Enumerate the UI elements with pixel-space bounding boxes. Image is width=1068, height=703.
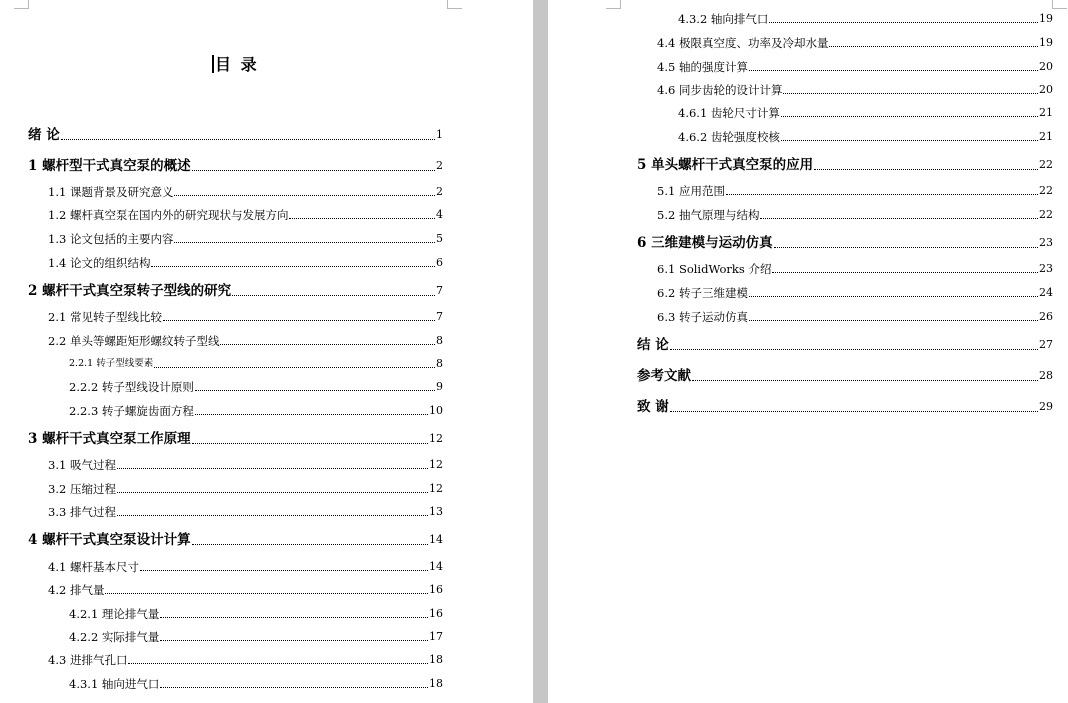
toc-entry-text: 4.3.1 轴向进气口: [69, 677, 160, 691]
toc-dot-leader: [774, 247, 1038, 248]
toc-dot-leader: [163, 320, 435, 321]
toc-dot-leader: [726, 194, 1038, 195]
toc-entry-text: 参考文献: [637, 368, 691, 384]
toc-page-number: 23: [1039, 262, 1053, 275]
toc-entry-text: 2.2.2 转子型线设计原则: [69, 380, 194, 394]
toc-page-number: 7: [436, 310, 443, 323]
toc-entry[interactable]: [48, 334, 443, 348]
toc-page-number: 12: [429, 458, 443, 471]
toc-entry[interactable]: [657, 310, 1053, 324]
toc-page-number: 2: [436, 185, 443, 198]
toc-dot-leader: [760, 218, 1038, 219]
toc-page-number: 12: [429, 432, 443, 445]
toc-entry[interactable]: [48, 458, 443, 472]
toc-entry[interactable]: [28, 431, 443, 447]
toc-page-number: 26: [1039, 310, 1053, 323]
toc-dot-leader: [232, 295, 435, 296]
toc-entry-text: 4.5 轴的强度计算: [657, 60, 748, 74]
toc-entry-text: 4.3 进排气孔口: [48, 653, 128, 667]
toc-page-number: 24: [1039, 286, 1053, 299]
toc-page-number: 22: [1039, 184, 1053, 197]
toc-entry[interactable]: [657, 36, 1053, 50]
toc-page-number: 19: [1039, 36, 1053, 49]
toc-page-number: 6: [436, 256, 443, 269]
toc-entry[interactable]: [69, 677, 443, 691]
toc-entry-text: 结 论: [637, 337, 669, 353]
toc-entry[interactable]: [637, 368, 1053, 384]
toc-entry-text: 5 单头螺杆干式真空泵的应用: [637, 157, 814, 173]
page-corner-mark: [14, 0, 29, 9]
toc-dot-leader: [781, 140, 1038, 141]
toc-dot-leader: [192, 170, 435, 171]
toc-entry[interactable]: [28, 127, 443, 143]
toc-heading-text: 目 录: [215, 55, 259, 74]
page-corner-mark: [606, 0, 621, 9]
toc-entry-text: 1.3 论文包括的主要内容: [48, 232, 174, 246]
toc-entry-text: 4.3.2 轴向排气口: [678, 12, 769, 26]
toc-entry-text: 4.6 同步齿轮的设计计算: [657, 83, 783, 97]
toc-entry-text: 1.1 课题背景及研究意义: [48, 185, 174, 199]
toc-dot-leader: [160, 640, 428, 641]
toc-entry[interactable]: [637, 399, 1053, 415]
toc-entry[interactable]: [48, 653, 443, 667]
toc-entry[interactable]: [28, 283, 443, 299]
toc-entry-text: 6.1 SolidWorks 介绍: [657, 262, 772, 276]
toc-entry-text: 5.2 抽气原理与结构: [657, 208, 760, 222]
toc-page-number: 21: [1039, 130, 1053, 143]
toc-entry[interactable]: [48, 208, 443, 222]
toc-entry[interactable]: [657, 60, 1053, 74]
toc-entry[interactable]: [69, 357, 443, 371]
toc-entry-text: 4.4 极限真空度、功率及冷却水量: [657, 36, 829, 50]
toc-entry-text: 4.6.2 齿轮强度校核: [678, 130, 780, 144]
toc-entry[interactable]: [48, 232, 443, 246]
toc-dot-leader: [117, 515, 428, 516]
toc-dot-leader: [140, 570, 428, 571]
toc-page-number: 18: [429, 653, 443, 666]
toc-entry-text: 1.4 论文的组织结构: [48, 256, 151, 270]
toc-dot-leader: [220, 344, 435, 345]
toc-entry-text: 绪 论: [28, 127, 60, 143]
toc-dot-leader: [670, 349, 1038, 350]
toc-entry[interactable]: [28, 158, 443, 174]
toc-page-number: 12: [429, 482, 443, 495]
toc-dot-leader: [192, 443, 428, 444]
toc-entry[interactable]: [678, 130, 1053, 144]
toc-entry[interactable]: [48, 482, 443, 496]
toc-dot-leader: [192, 544, 428, 545]
toc-entry[interactable]: [69, 630, 443, 644]
toc-dot-leader: [61, 139, 435, 140]
toc-page-number: 28: [1039, 369, 1053, 382]
toc-entry-text: 4.2.2 实际排气量: [69, 630, 160, 644]
toc-entry[interactable]: [48, 185, 443, 199]
toc-entry[interactable]: [48, 560, 443, 574]
toc-page-number: 17: [429, 630, 443, 643]
toc-entry-text: 4.6.1 齿轮尺寸计算: [678, 106, 780, 120]
toc-dot-leader: [154, 367, 435, 368]
toc-entry-text: 致 谢: [637, 399, 669, 415]
toc-page-number: 20: [1039, 83, 1053, 96]
toc-dot-leader: [749, 296, 1038, 297]
toc-dot-leader: [289, 218, 435, 219]
toc-entry-text: 4.2.1 理论排气量: [69, 607, 160, 621]
toc-page-number: 18: [429, 677, 443, 690]
toc-entry-text: 4 螺杆干式真空泵设计计算: [28, 532, 191, 548]
toc-entry-text: 1 螺杆型干式真空泵的概述: [28, 158, 191, 174]
toc-page-number: 14: [429, 533, 443, 546]
toc-page-number: 14: [429, 560, 443, 573]
toc-entry[interactable]: [48, 505, 443, 519]
toc-entry-text: 6 三维建模与运动仿真: [637, 235, 773, 251]
toc-entry[interactable]: [69, 380, 443, 394]
toc-page-number: 21: [1039, 106, 1053, 119]
toc-dot-leader: [174, 242, 435, 243]
toc-dot-leader: [749, 320, 1038, 321]
toc-dot-leader: [783, 93, 1038, 94]
toc-dot-leader: [749, 70, 1038, 71]
toc-entry[interactable]: [657, 184, 1053, 198]
toc-dot-leader: [692, 380, 1038, 381]
toc-dot-leader: [105, 593, 428, 594]
toc-entry[interactable]: [678, 106, 1053, 120]
toc-page-number: 7: [436, 284, 443, 297]
toc-entry[interactable]: [657, 208, 1053, 222]
toc-page-number: 20: [1039, 60, 1053, 73]
toc-page-number: 9: [436, 380, 443, 393]
toc-dot-leader: [772, 272, 1038, 273]
toc-dot-leader: [160, 617, 428, 618]
toc-entry-text: 2 螺杆干式真空泵转子型线的研究: [28, 283, 232, 299]
toc-entry[interactable]: [69, 404, 443, 418]
toc-dot-leader: [781, 116, 1038, 117]
toc-page-number: 16: [429, 607, 443, 620]
page-corner-mark: [447, 0, 462, 9]
toc-dot-leader: [151, 266, 435, 267]
toc-page-number: 27: [1039, 338, 1053, 351]
page-gutter: [533, 0, 548, 703]
toc-entry-text: 3.1 吸气过程: [48, 458, 116, 472]
toc-page-number: 5: [436, 232, 443, 245]
toc-page-number: 29: [1039, 400, 1053, 413]
toc-entry[interactable]: [657, 286, 1053, 300]
toc-page-number: 1: [436, 128, 443, 141]
document-page-right: [548, 0, 1068, 703]
toc-entry[interactable]: [637, 337, 1053, 353]
toc-entry[interactable]: [28, 532, 443, 548]
toc-entry-text: 3 螺杆干式真空泵工作原理: [28, 431, 191, 447]
toc-heading: [212, 52, 259, 75]
toc-entry-text: 6.2 转子三维建模: [657, 286, 748, 300]
toc-entry-text: 4.2 排气量: [48, 583, 105, 597]
toc-page-number: 13: [429, 505, 443, 518]
toc-entry[interactable]: [657, 83, 1053, 97]
toc-entry-text: 1.2 螺杆真空泵在国内外的研究现状与发展方向: [48, 208, 289, 222]
toc-dot-leader: [128, 663, 428, 664]
toc-page-number: 16: [429, 583, 443, 596]
toc-entry-text: 6.3 转子运动仿真: [657, 310, 748, 324]
toc-dot-leader: [670, 411, 1038, 412]
toc-page-number: 22: [1039, 158, 1053, 171]
toc-page-number: 23: [1039, 236, 1053, 249]
toc-page-number: 8: [436, 357, 443, 370]
toc-page-number: 4: [436, 208, 443, 221]
toc-page-number: 8: [436, 334, 443, 347]
toc-page-number: 2: [436, 159, 443, 172]
toc-entry[interactable]: [69, 607, 443, 621]
toc-entry-text: 4.1 螺杆基本尺寸: [48, 560, 139, 574]
toc-page-number: 10: [429, 404, 443, 417]
text-cursor: [212, 55, 214, 73]
toc-entry-text: 2.1 常见转子型线比较: [48, 310, 162, 324]
toc-entry[interactable]: [48, 256, 443, 270]
toc-dot-leader: [117, 468, 428, 469]
toc-entry-text: 3.2 压缩过程: [48, 482, 116, 496]
page-corner-mark: [1052, 0, 1067, 9]
toc-dot-leader: [117, 492, 428, 493]
toc-dot-leader: [769, 22, 1038, 23]
toc-entry[interactable]: [48, 583, 443, 597]
toc-page-number: 22: [1039, 208, 1053, 221]
toc-entry-text: 3.3 排气过程: [48, 505, 116, 519]
toc-dot-leader: [195, 414, 428, 415]
toc-entry-text: 2.2.3 转子螺旋齿面方程: [69, 404, 194, 418]
toc-entry[interactable]: [637, 235, 1053, 251]
toc-dot-leader: [174, 195, 435, 196]
toc-page-number: 19: [1039, 12, 1053, 25]
toc-entry[interactable]: [678, 12, 1053, 26]
document-page-left: [0, 0, 533, 703]
toc-entry[interactable]: [657, 262, 1053, 276]
toc-entry-text: 2.2 单头等螺距矩形螺纹转子型线: [48, 334, 220, 348]
toc-entry[interactable]: [48, 310, 443, 324]
toc-dot-leader: [814, 169, 1038, 170]
toc-dot-leader: [160, 687, 428, 688]
toc-entry[interactable]: [637, 157, 1053, 173]
toc-entry-text: 5.1 应用范围: [657, 184, 725, 198]
toc-dot-leader: [829, 46, 1038, 47]
toc-dot-leader: [195, 390, 435, 391]
toc-entry-text: 2.2.1 转子型线要素: [69, 358, 154, 369]
